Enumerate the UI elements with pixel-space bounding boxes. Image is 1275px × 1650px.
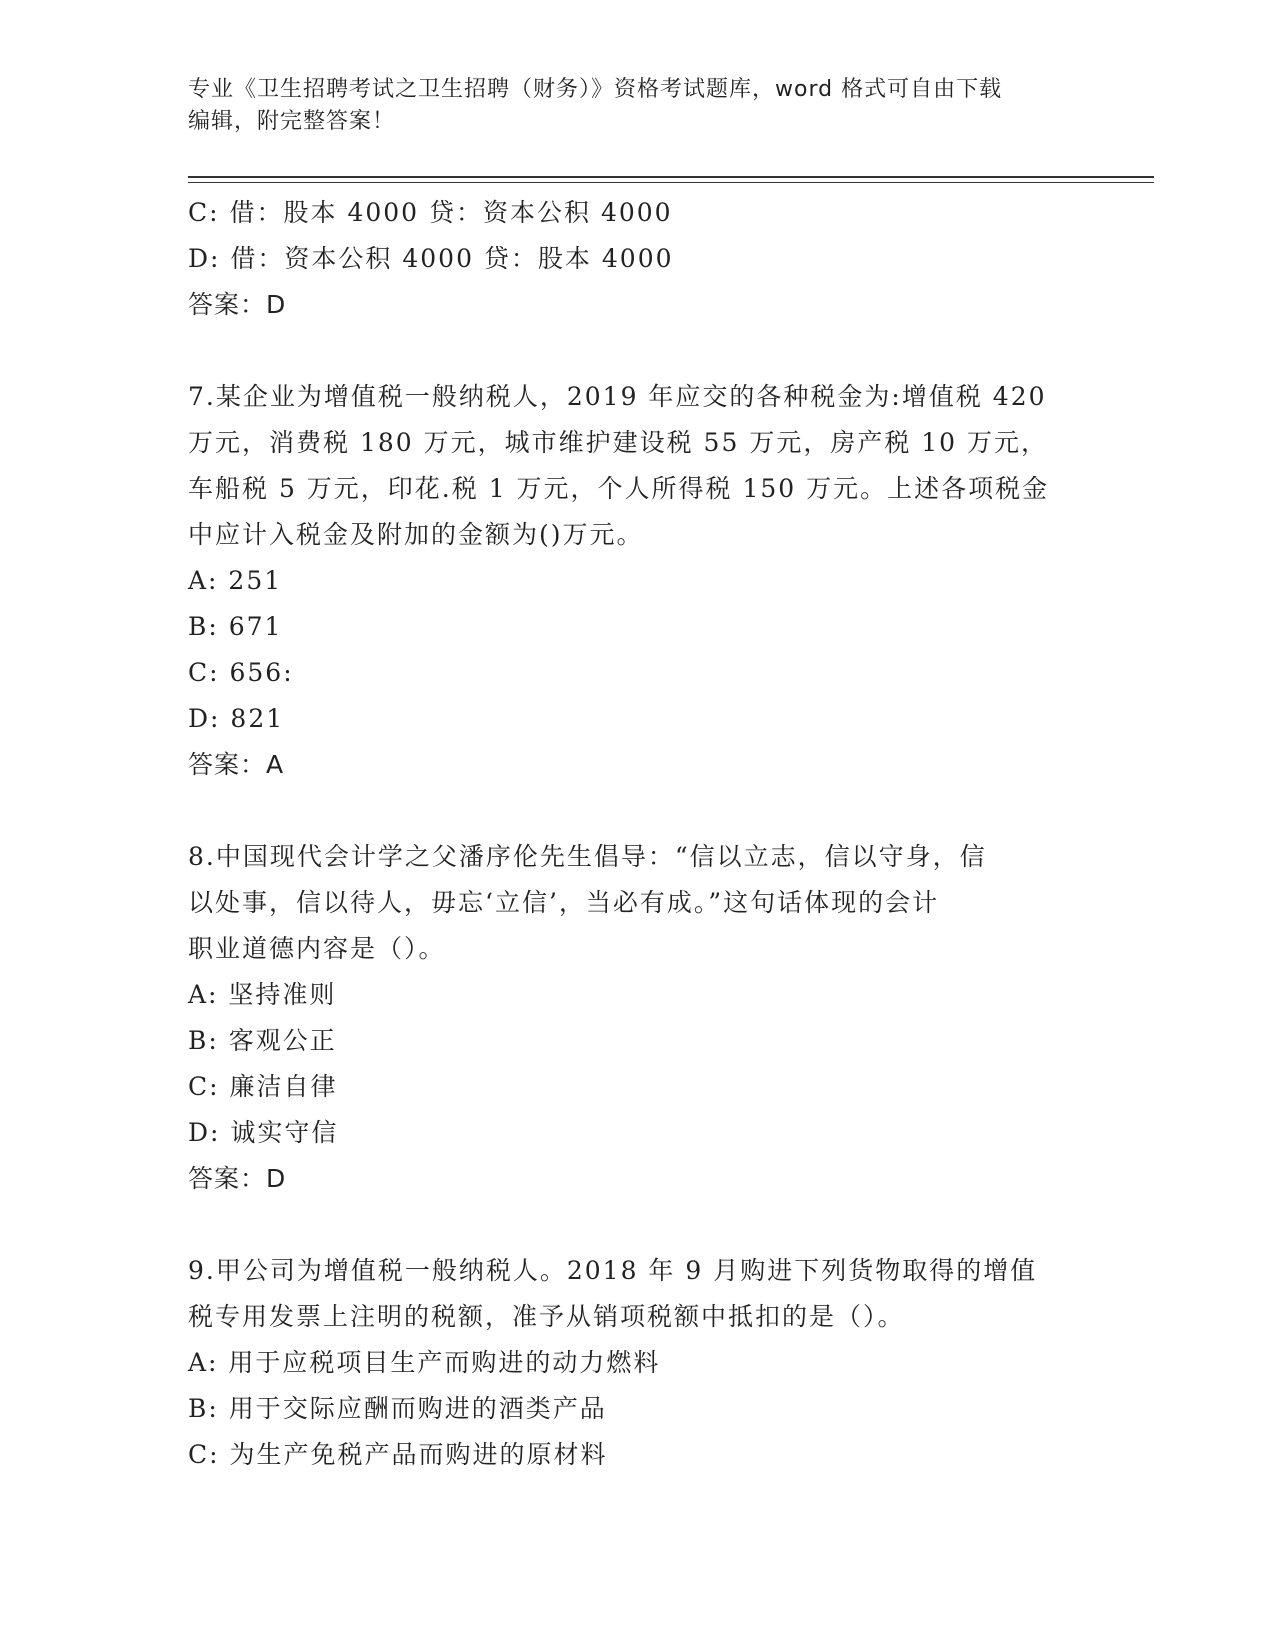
question-7 [188, 374, 1088, 788]
question-9 [188, 1248, 1088, 1478]
q6-answer: 答案：D [188, 290, 287, 319]
q9-stem-line: 税专用发票上注明的税额，准予从销项税额中抵扣的是（）。 [188, 1302, 905, 1331]
q7-stem-line: 7.某企业为增值税一般纳税人，2019 年应交的各种税金为:增值税 420 [188, 382, 1047, 411]
q7-stem-line: 中应计入税金及附加的金额为()万元。 [188, 520, 644, 549]
q9-stem-line: 9.甲公司为增值税一般纳税人。2018 年 9 月购进下列货物取得的增值 [188, 1256, 1038, 1285]
q7-stem-line: 万元，消费税 180 万元，城市维护建设税 55 万元，房产税 10 万元， [188, 428, 1049, 457]
q7-stem-line: 车船税 5 万元，印花.税 1 万元，个人所得税 150 万元。上述各项税金 [188, 474, 1050, 503]
header-line-2: 编辑，附完整答案！ [188, 109, 396, 134]
question-6-tail [188, 190, 1088, 328]
q8-stem-line: 8.中国现代会计学之父潘序伦先生倡导：“信以立志，信以守身，信 [188, 842, 987, 871]
q8-option-c: C: 廉洁自律 [188, 1072, 338, 1101]
q9-option-c: C: 为生产免税产品而购进的原材料 [188, 1440, 608, 1469]
q9-option-a: A: 用于应税项目生产而购进的动力燃料 [188, 1348, 661, 1377]
q7-option-c: C: 656: [188, 658, 294, 687]
q8-stem-line: 职业道德内容是（）。 [188, 934, 446, 963]
q8-option-d: D: 诚实守信 [188, 1118, 339, 1147]
q7-option-b: B: 671 [188, 612, 283, 641]
q6-option-c: C: 借：股本 4000 贷：资本公积 4000 [188, 198, 673, 227]
question-content [188, 190, 1088, 1478]
q7-option-a: A: 251 [188, 566, 283, 595]
q8-option-a: A: 坚持准则 [188, 980, 337, 1009]
q8-answer: 答案：D [188, 1164, 287, 1193]
document-header [188, 74, 1088, 138]
q7-option-d: D: 821 [188, 704, 285, 733]
header-divider-thick [188, 176, 1154, 178]
q7-answer: 答案：A [188, 750, 285, 779]
q6-option-d: D: 借：资本公积 4000 贷：股本 4000 [188, 244, 674, 273]
q8-option-b: B: 客观公正 [188, 1026, 337, 1055]
question-8 [188, 834, 1088, 1202]
q8-stem-line: 以处事，信以待人，毋忘‘立信’，当必有成。”这句话体现的会计 [188, 888, 940, 917]
header-divider-thin [188, 182, 1154, 183]
q9-option-b: B: 用于交际应酬而购进的酒类产品 [188, 1394, 607, 1423]
header-line-1: 专业《卫生招聘考试之卫生招聘（财务）》资格考试题库，word 格式可自由下载 [188, 77, 1003, 102]
